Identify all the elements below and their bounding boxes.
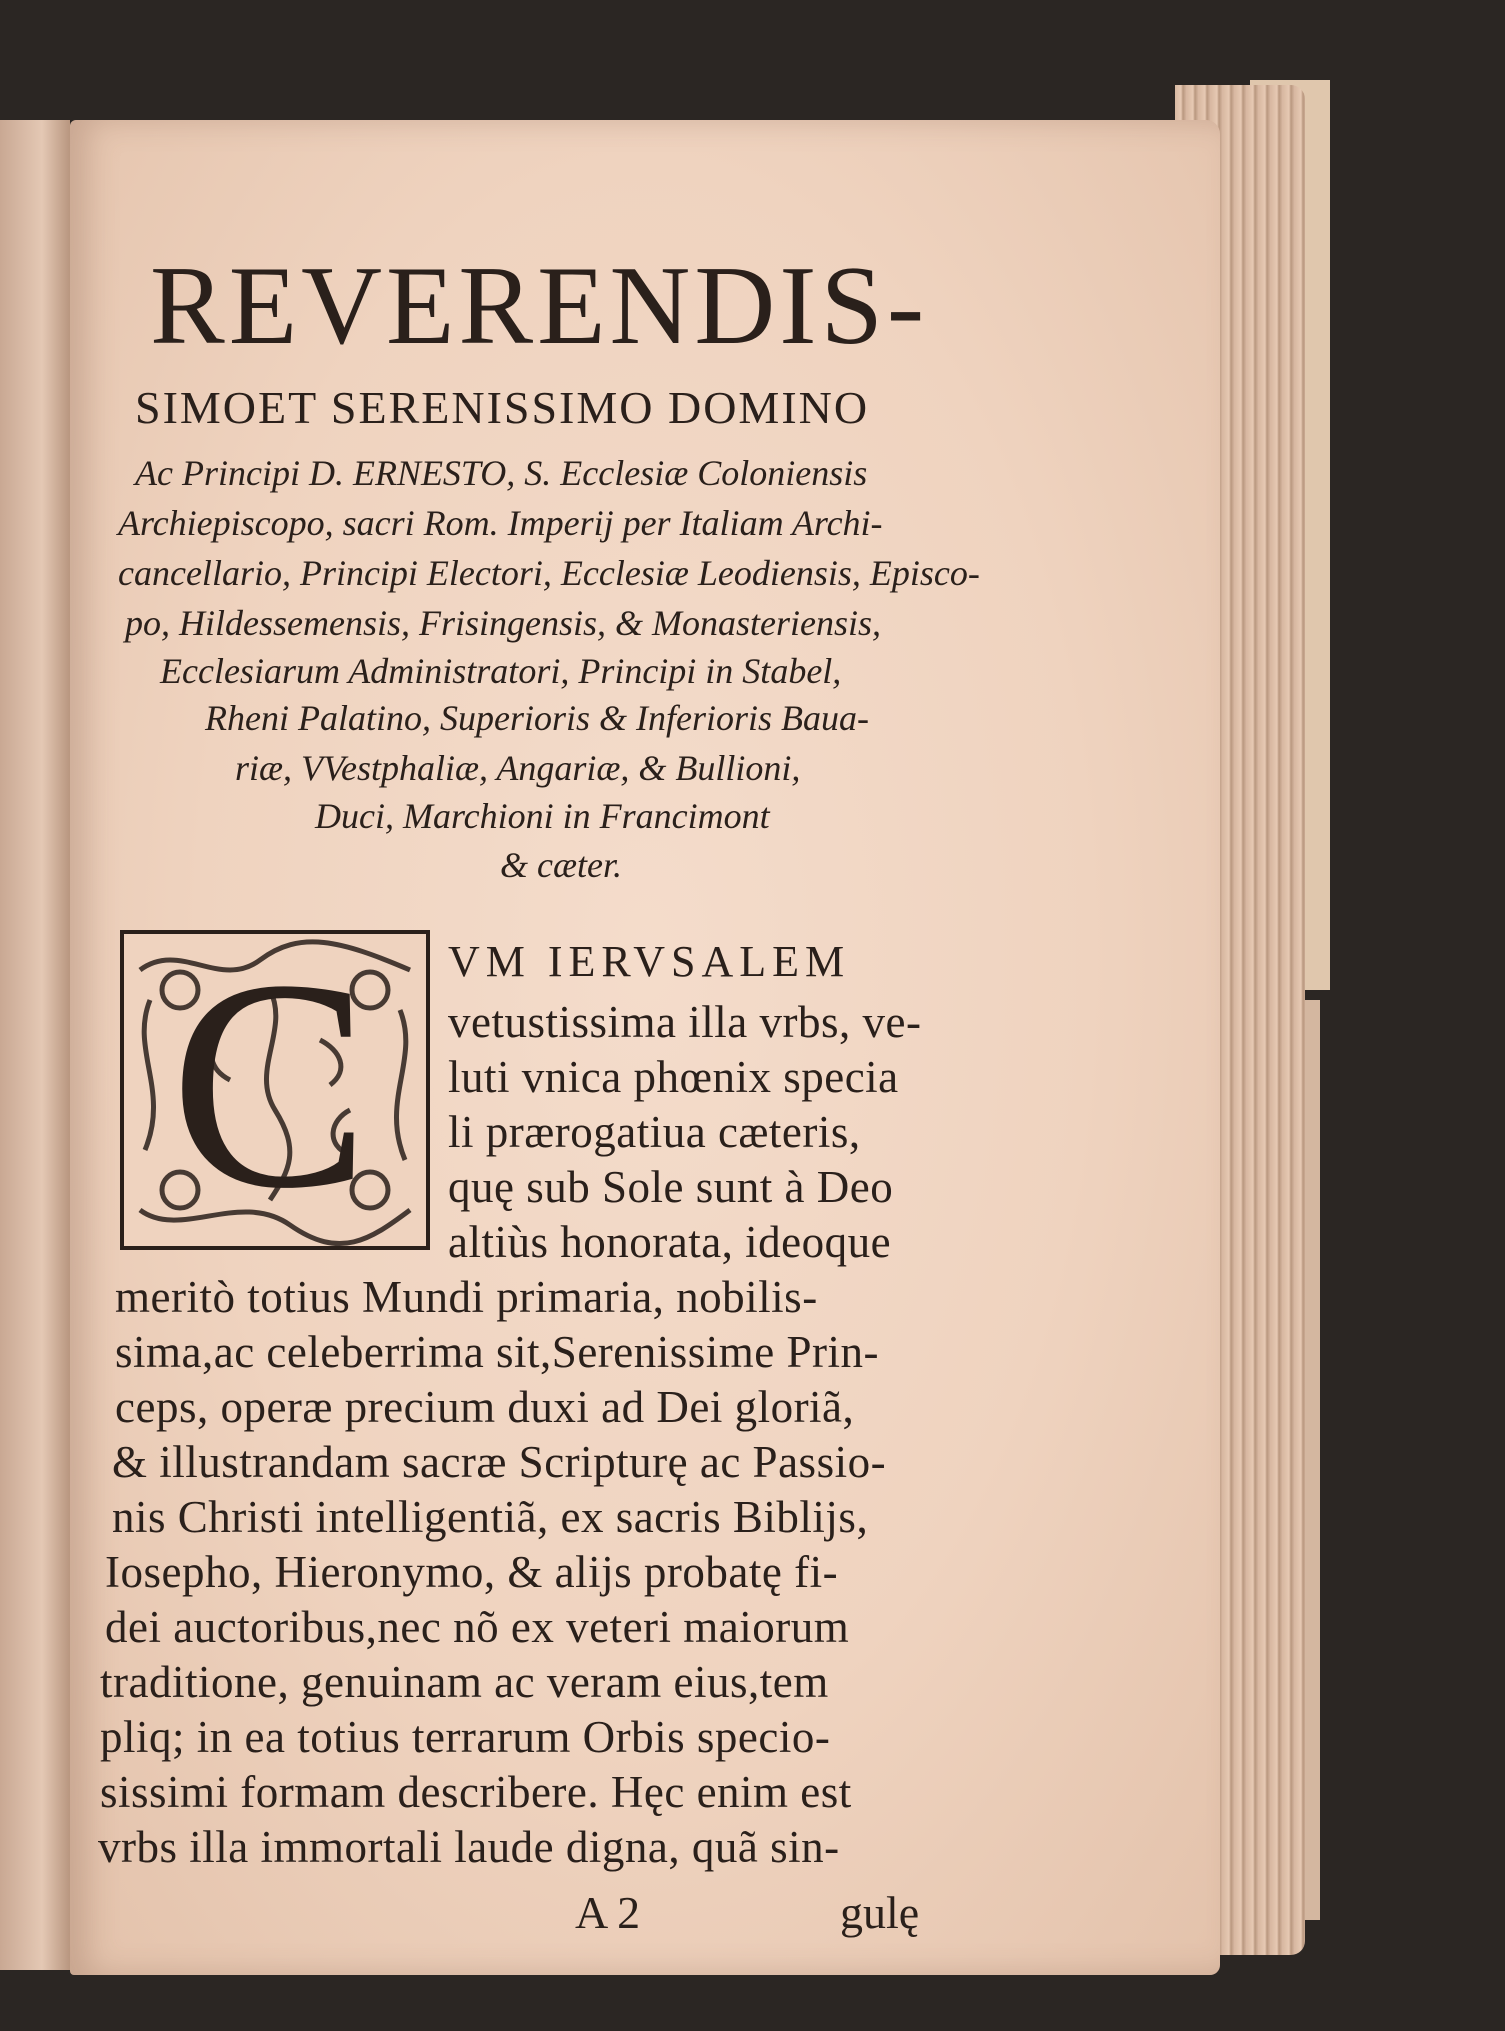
body-line: VM IERVSALEM (448, 937, 851, 986)
dedication-line: po, Hildessemensis, Frisingensis, & Monasteriensis, (125, 603, 881, 643)
body-line: altiùs honorata, ideoque (448, 1217, 892, 1267)
body-line: sima,ac celeberrima sit,Serenissime Prin- (115, 1327, 880, 1377)
body-line: sissimi formam describere. Hęc enim est (100, 1767, 852, 1817)
initial-c-icon (120, 930, 430, 1250)
dedication-line: cancellario, Principi Electori, Ecclesiæ Leodiensis, Episco- (118, 553, 980, 593)
body-line: & illustrandam sacræ Scripturę ac Passio- (112, 1437, 887, 1487)
body-line: vrbs illa immortali laude digna, quã sin- (98, 1822, 840, 1872)
body-line: meritò totius Mundi primaria, nobilis- (115, 1272, 818, 1322)
body-line: Iosepho, Hieronymo, & alijs probatę fi- (105, 1547, 839, 1597)
signature-mark: A 2 (575, 1887, 641, 1938)
body-line: luti vnica phœnix specia (448, 1052, 899, 1102)
dedication-line: Ac Principi D. ERNESTO, S. Ecclesiæ Coloniensis (135, 453, 868, 493)
page-subtitle: SIMOET SERENISSIMO DOMINO (135, 382, 870, 433)
dedication-line: riæ, VVestphaliæ, Angariæ, & Bullioni, (235, 748, 801, 788)
dedication-line: Archiepiscopo, sacri Rom. Imperij per Italiam Archi- (118, 503, 883, 543)
facing-page-edge (0, 120, 70, 1970)
dedication-line: Duci, Marchioni in Francimont (315, 796, 770, 836)
dedication-line: & cæter. (500, 845, 622, 885)
body-line: ceps, operæ precium duxi ad Dei gloriã, (115, 1382, 855, 1432)
body-line: dei auctoribus,nec nõ ex veteri maiorum (105, 1602, 850, 1652)
body-line: nis Christi intelligentiã, ex sacris Biblijs, (112, 1492, 869, 1542)
body-line: quę sub Sole sunt à Deo (448, 1162, 894, 1212)
body-line: li prærogatiua cæteris, (448, 1107, 861, 1157)
svg-text:C: C (169, 930, 371, 1250)
decorated-initial (120, 930, 430, 1250)
body-line: vetustissima illa vrbs, ve- (448, 997, 922, 1047)
dedication-line: Rheni Palatino, Superioris & Inferioris Baua- (205, 698, 869, 738)
page-title: REVERENDIS- (150, 244, 929, 368)
dedication-line: Ecclesiarum Administratori, Principi in Stabel, (160, 651, 842, 691)
body-line: traditione, genuinam ac veram eius,tem (100, 1657, 829, 1707)
body-line: pliq; in ea totius terrarum Orbis specio- (100, 1712, 831, 1762)
catchword: gulę (840, 1887, 920, 1938)
